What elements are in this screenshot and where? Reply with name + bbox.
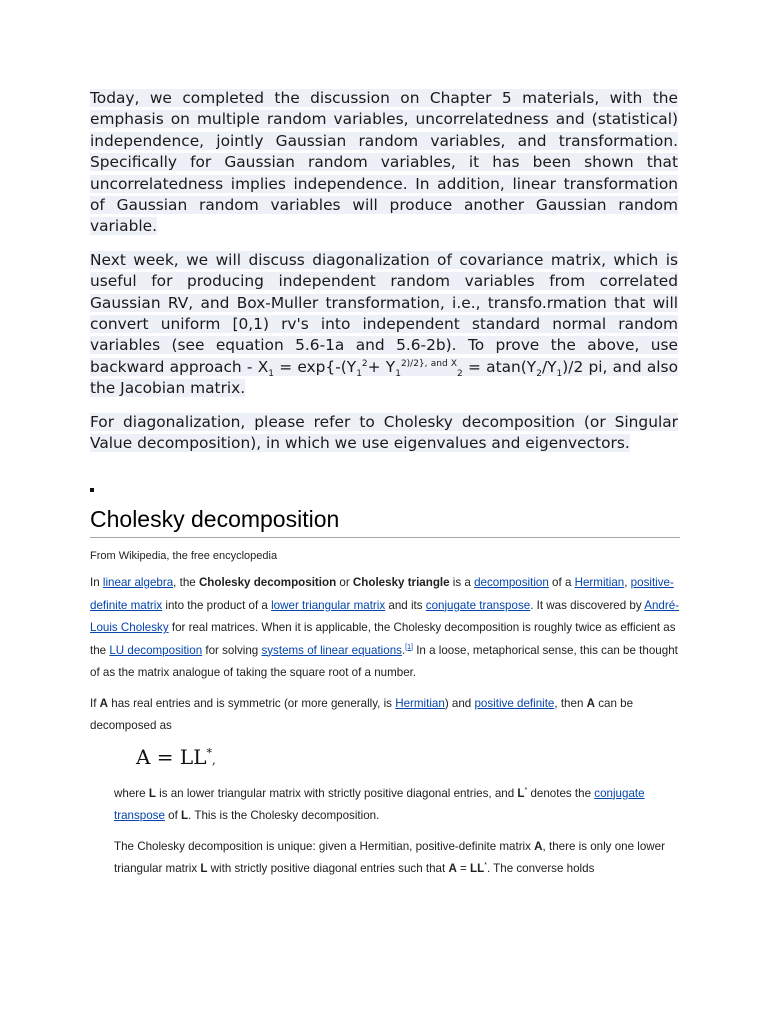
text: . It was discovered by bbox=[530, 598, 645, 612]
link-lower-triangular-matrix[interactable]: lower triangular matrix bbox=[271, 598, 386, 612]
text: with strictly positive diagonal entries such that bbox=[207, 862, 449, 875]
bold-term: L bbox=[148, 786, 156, 800]
link-positive-definite-matrix[interactable]: positive-definite matrix bbox=[90, 576, 674, 612]
link-conjugate-transpose[interactable]: conjugate transpose bbox=[425, 598, 531, 612]
subscript: 1 bbox=[556, 368, 563, 379]
article-paragraph-1 bbox=[90, 572, 680, 685]
text: of bbox=[164, 809, 182, 822]
highlighted-text: Today, we completed the discussion on Chapter 5 materials, with the emphasis on multiple random variables, uncorrelatedness and (statistical) independence, jointly Gaussian random variables, and transformation. Specifically for Gaussian random variables, it has been shown that uncorrelatedness implies independence. In addition, linear transformation of Gaussian random variables will produce another Gaussian random variable. bbox=[90, 89, 678, 236]
article-subtitle: From Wikipedia, the free encyclopedia bbox=[90, 550, 278, 562]
highlighted-text bbox=[90, 251, 678, 397]
bold-term: A bbox=[586, 696, 595, 710]
notes-paragraph-3 bbox=[90, 412, 678, 455]
text: ) and bbox=[444, 696, 475, 710]
link-hermitian[interactable]: Hermitian bbox=[395, 696, 445, 710]
text: or bbox=[336, 576, 353, 589]
text: . This is the Cholesky decomposition. bbox=[188, 809, 380, 822]
link-decomposition[interactable]: decomposition bbox=[474, 576, 549, 589]
wikipedia-excerpt bbox=[90, 504, 680, 881]
cholesky-formula bbox=[136, 742, 680, 775]
text: = exp{-(Y bbox=[273, 357, 357, 376]
link-systems-of-linear-equations[interactable]: systems of linear equations bbox=[261, 643, 402, 657]
bold-term: A bbox=[99, 696, 109, 710]
text: /Y bbox=[541, 357, 557, 376]
lecture-notes bbox=[90, 88, 678, 467]
text: The Cholesky decomposition is unique: given a Hermitian, positive-definite matrix bbox=[114, 839, 535, 853]
link-andre-louis-cholesky[interactable]: André-Louis Cholesky bbox=[90, 598, 680, 634]
text: is a bbox=[449, 576, 475, 589]
article-title: Cholesky decomposition bbox=[90, 504, 680, 538]
text: can be decomposed as bbox=[90, 696, 634, 732]
link-positive-definite[interactable]: positive definite bbox=[474, 696, 555, 710]
bold-term: L bbox=[517, 786, 525, 800]
text: , the bbox=[173, 576, 199, 589]
text: for real matrices. When it is applicable, the Cholesky decomposition is roughly twice as efficient as the bbox=[90, 621, 676, 657]
text: for solving bbox=[202, 643, 262, 657]
text: denotes the bbox=[527, 786, 595, 800]
text: where bbox=[114, 786, 149, 800]
notes-paragraph-2 bbox=[90, 250, 678, 400]
bold-term: LL bbox=[470, 862, 485, 875]
superscript: 2 bbox=[361, 358, 368, 369]
link-conjugate-transpose[interactable]: conjugate transpose bbox=[114, 786, 645, 822]
link-lu-decomposition[interactable]: LU decomposition bbox=[109, 643, 203, 657]
text: In a loose, metaphorical sense, this can be thought of as the matrix analogue of taking the square root of a number. bbox=[90, 643, 678, 679]
subscript: 1 bbox=[356, 368, 362, 379]
link-linear-algebra[interactable]: linear algebra bbox=[102, 576, 174, 589]
bold-term: Cholesky triangle bbox=[352, 576, 450, 589]
subscript: 2 bbox=[457, 368, 463, 379]
subscript: 2 bbox=[536, 368, 542, 379]
article-paragraph-4 bbox=[114, 836, 680, 881]
bold-term: L bbox=[200, 862, 208, 875]
text: of a bbox=[548, 576, 575, 589]
text: = bbox=[456, 862, 471, 875]
bold-term: A bbox=[534, 839, 543, 853]
text: has real entries and is symmetric (or more generally, is bbox=[108, 696, 396, 710]
text: )/2 pi, and also the Jacobian matrix. bbox=[90, 357, 678, 398]
subscript: 1 bbox=[268, 368, 274, 379]
text: into the product of a bbox=[162, 598, 272, 612]
text: Next week, we will discuss diagonalization of covariance matrix, which is useful for producing independent random variables from correlated Gaussian RV, and Box-Muller transformation, i.e., transfo.rmation that will convert uniform [0,1) rv's into independent standard normal random variables (see equation 5.6-1a and 5.6-2b). To prove the above, use backward approach - X bbox=[90, 250, 678, 376]
text: , bbox=[624, 576, 631, 589]
text: In bbox=[90, 576, 103, 589]
text: . bbox=[401, 643, 406, 657]
bullet-dot bbox=[90, 488, 94, 492]
bold-term: Cholesky decomposition bbox=[198, 576, 337, 589]
formula-comma: , bbox=[211, 752, 216, 767]
text: . The converse holds bbox=[486, 862, 595, 875]
highlighted-text: For diagonalization, please refer to Cholesky decomposition (or Singular Value decomposition), in which we use eigenvalues and eigenvectors. bbox=[90, 412, 678, 453]
subscript: 1 bbox=[395, 368, 401, 379]
text: = atan(Y bbox=[462, 357, 537, 376]
article-paragraph-3 bbox=[114, 783, 680, 828]
citation-link[interactable]: [1] bbox=[405, 643, 413, 651]
bold-term: A bbox=[448, 862, 457, 875]
text: , there is only one lower triangular matrix bbox=[114, 839, 665, 875]
article-paragraph-2 bbox=[90, 693, 680, 738]
link-hermitian[interactable]: Hermitian bbox=[574, 576, 625, 589]
text: , then bbox=[554, 696, 587, 710]
superscript: * bbox=[484, 862, 487, 870]
text: + Y bbox=[367, 357, 396, 376]
superscript: * bbox=[524, 786, 528, 794]
bold-term: L bbox=[181, 809, 189, 822]
notes-paragraph-1 bbox=[90, 88, 678, 238]
text: If bbox=[90, 696, 100, 710]
text: is an lower triangular matrix with strictly positive diagonal entries, and bbox=[155, 786, 518, 800]
text: and its bbox=[385, 598, 426, 612]
formula-text: A = LL bbox=[136, 744, 207, 769]
superscript: 2)/2}, and X bbox=[400, 358, 458, 369]
superscript: * bbox=[206, 745, 212, 759]
